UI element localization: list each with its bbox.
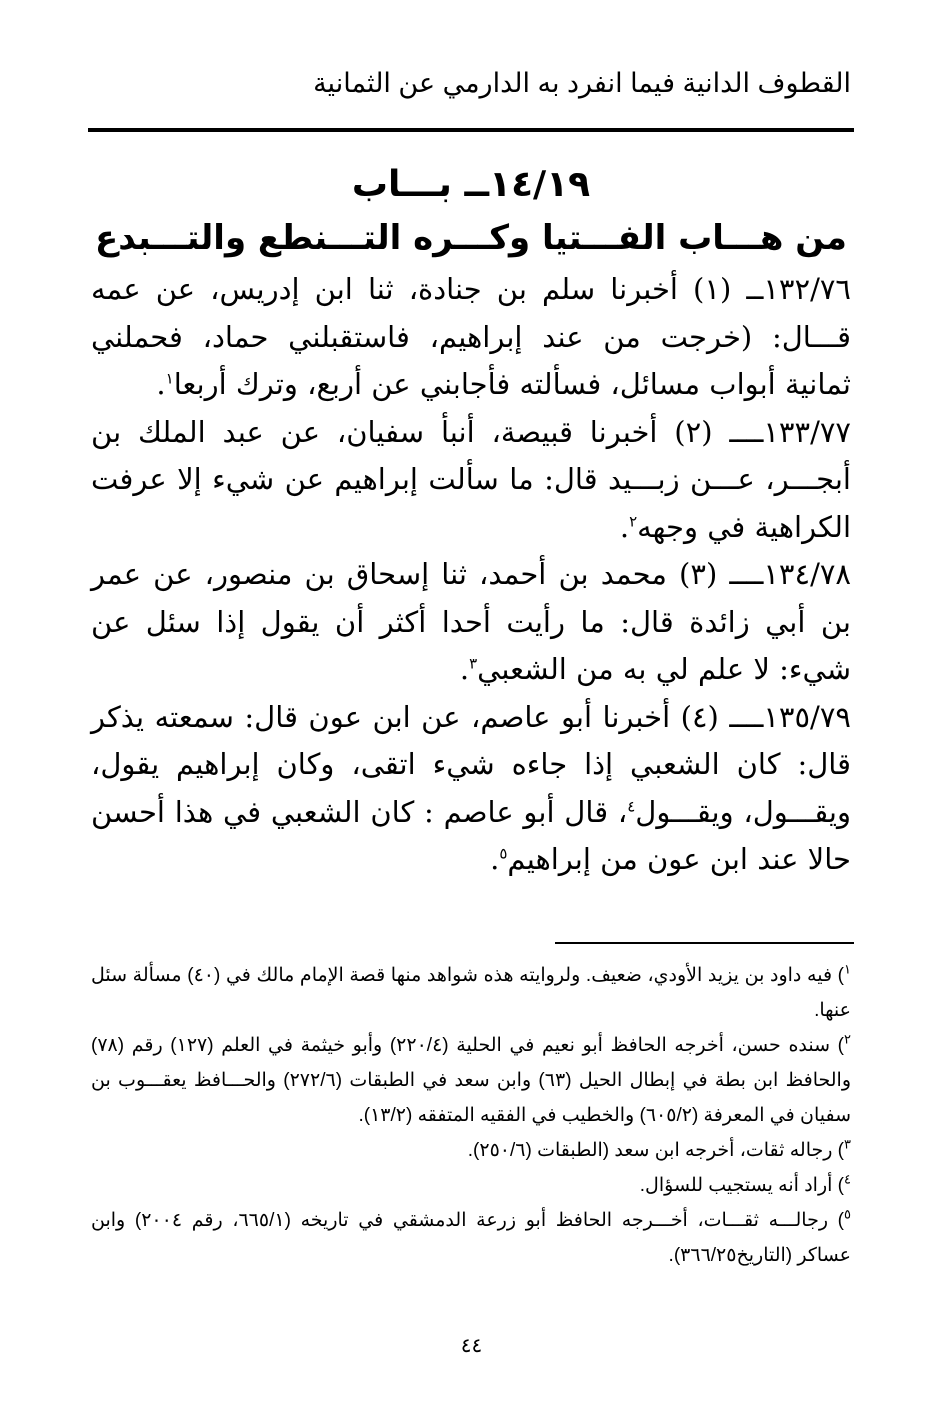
footnotes (91, 958, 851, 1273)
footnote-mark: ٢ (844, 1031, 851, 1047)
running-header: القطوف الدانية فيما انفرد به الدارمي عن الثمانية (313, 68, 851, 98)
footnote-mark: ١ (844, 961, 851, 977)
footnote-text: ) أراد أنه يستجيب للسؤال. (639, 1175, 845, 1196)
footnote-text: ) رجالـــه ثقـــات، أخـــرجه الحافظ أبو زرعة الدمشقي في تاريخه (٦٦٥/١، رقم ٢٠٠٤) وابن عساكر (التاريخ٣٦٦/٢٥). (91, 1210, 851, 1266)
narration-76 (91, 266, 851, 409)
footnote-reference: ٥ (499, 844, 508, 863)
footnote-text: ) فيه داود بن يزيد الأودي، ضعيف. ولروايته هذه شواهد منها قصة الإمام مالك في (٤٠) مسألة سئل عنها. (91, 965, 851, 1021)
footnote-4 (91, 1168, 851, 1203)
narration-78 (91, 551, 851, 694)
footnote-reference: ٣ (469, 654, 478, 673)
narration-end: . (156, 367, 166, 401)
page-number: ٤٤ (460, 1335, 483, 1357)
footnote-reference: ٢ (629, 511, 638, 530)
header-rule (88, 128, 854, 132)
footnote-reference: ١ (165, 369, 174, 388)
narration-end: . (490, 842, 500, 876)
footnote-mark: ٤ (844, 1171, 851, 1187)
footnote-mark: ٣ (844, 1136, 851, 1152)
chapter-number: ١٤/١٩ــ بـــاب (351, 164, 591, 205)
narration-79 (91, 694, 851, 884)
narration-77 (91, 409, 851, 552)
narration-text: ١٣٤/٧٨ــــ (٣) محمد بن أحمد، ثنا إسحاق بن منصور، عن عمر بن أبي زائدة قال: ما رأيت أحدا أكثر أن يقول إذا سئل عن شيء: لا علم لي به من الشعبي (91, 557, 851, 686)
footnote-2 (91, 1028, 851, 1133)
footnote-5 (91, 1203, 851, 1273)
footnote-rule (555, 942, 854, 944)
footnote-text: ) سنده حسن، أخرجه الحافظ أبو نعيم في الحلية (٢٢٠/٤) وأبو خيثمة في العلم (١٢٧) رقم (٧٨) والحافظ ابن بطة في إبطال الحيل (٦٣) وابن سعد في الطبقات (٢٧٢/٦) والحـــافظ يعقـــوب بن سفيان في المعرفة (٦٠٥/٢) والخطيب في الفقيه المتفقه (١٣/٢). (91, 1035, 851, 1126)
footnote-mark: ٥ (844, 1206, 851, 1222)
footnote-3 (91, 1133, 851, 1168)
footnote-1 (91, 958, 851, 1028)
footnote-text: ) رجاله ثقات، أخرجه ابن سعد (الطبقات (٢٥٠/٦). (467, 1140, 845, 1161)
narration-text: ١٣٣/٧٧ــــ (٢) أخبرنا قبيصة، أنبأ سفيان، عن عبد الملك بن أبجـــر، عـــن زبـــيد قال: ما سألت إبراهيم عن شيء إلا عرفت الكراهية في وجهه (91, 414, 851, 544)
narration-text: ١٣٢/٧٦ــ (١) أخبرنا سلم بن جنادة، ثنا ابن إدريس، عن عمه قـــال: (خرجت من عند إبراهيم، فاستقبلني حماد، فحملني ثمانية أبواب مسائل، فسألته فأجابني عن أربع، وترك أربعا (91, 272, 851, 401)
narration-end: . (459, 652, 470, 686)
narration-end: . (619, 509, 630, 544)
chapter-title: من هـــاب الفـــتيا وكـــره التـــنطع والتـــبدع (95, 218, 847, 258)
narrations-body (91, 266, 851, 884)
footnote-reference: ٤ (627, 796, 636, 815)
narration-tail: ، قال أبو عاصم : كان الشعبي في هذا أحسن حالا عند ابن عون من إبراهيم (91, 794, 851, 876)
narration-text: ١٣٥/٧٩ــــ (٤) أخبرنا أبو عاصم، عن ابن عون قال: سمعته يذكر قال: كان الشعبي إذا جاءه شيء اتقى، وكان إبراهيم يقول، ويقـــول، ويقـــول (91, 699, 851, 829)
